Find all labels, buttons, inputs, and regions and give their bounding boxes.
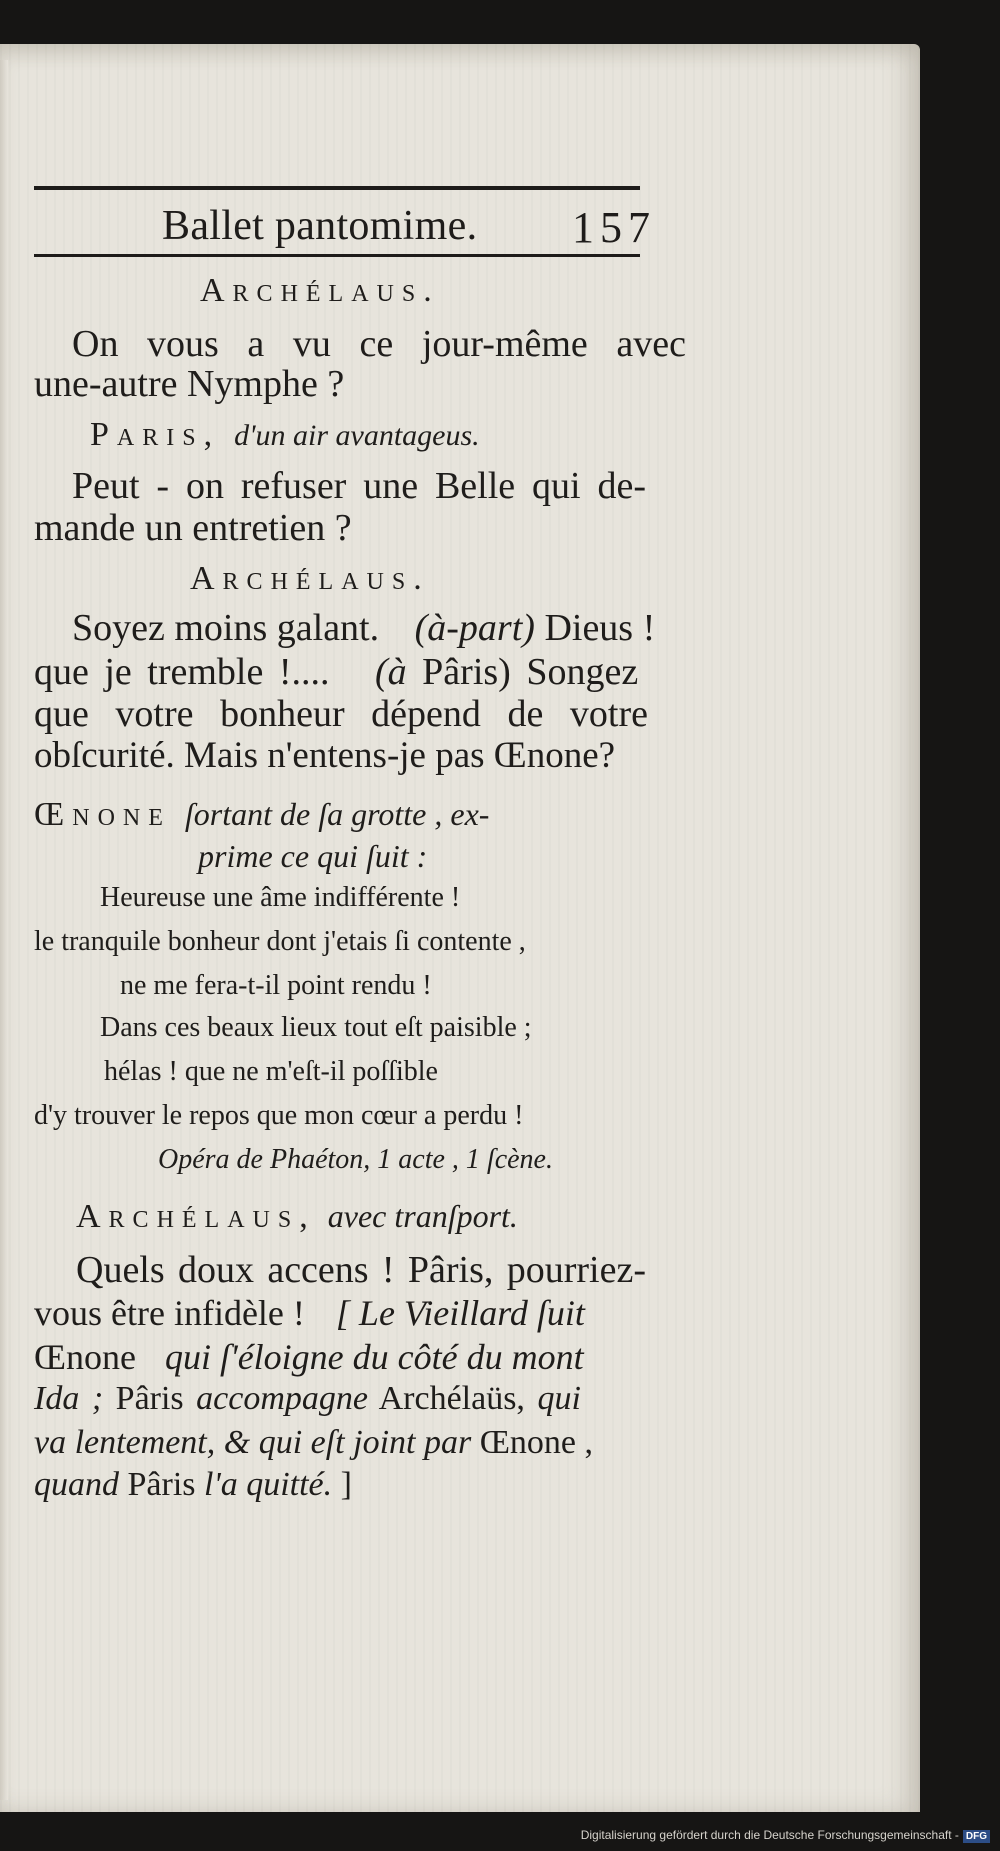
speaker-name: Archélaus, xyxy=(76,1198,316,1235)
stage-direction: va lentement, & qui eſt joint par xyxy=(34,1424,472,1461)
speech-text: que je tremble !.... xyxy=(34,651,330,693)
dfg-logo: DFG xyxy=(963,1830,990,1843)
stage-direction: ſortant de ſa grotte , ex- xyxy=(184,796,490,832)
page-edge xyxy=(0,60,8,1800)
speech-text: ] xyxy=(340,1466,352,1503)
speech-line xyxy=(34,1424,593,1462)
speaker-name: Paris, xyxy=(90,416,221,453)
credit-text: Digitalisierung gefördert durch die Deutsche Forschungsgemeinschaft - xyxy=(580,1828,959,1842)
speech-line: une-autre Nymphe ? xyxy=(34,363,345,405)
speaker-heading xyxy=(76,1198,518,1236)
speech-line: que votre bonheur dépend de votre xyxy=(34,693,648,735)
running-title: Ballet pantomime. xyxy=(162,203,478,249)
stage-direction: Ida ; xyxy=(34,1380,104,1417)
speech-text: Œnone xyxy=(34,1337,136,1377)
speech-text: Pâris xyxy=(115,1380,184,1417)
speech-line: obſcurité. Mais n'entens-je pas Œnone? xyxy=(34,735,616,776)
stage-direction: qui ſ'éloigne du côté du mont xyxy=(165,1337,584,1377)
stage-direction: prime ce qui ſuit : xyxy=(198,838,428,874)
speaker-heading: Archélaus. xyxy=(190,560,430,597)
speech-line: mande un entretien ? xyxy=(34,507,352,549)
verse-line: d'y trouver le repos que mon cœur a perdu ! xyxy=(34,1100,524,1131)
speech-text: vous être infidèle ! xyxy=(34,1293,305,1333)
stage-direction: quand xyxy=(34,1466,119,1503)
verse-line: Heureuse une âme indifférente ! xyxy=(100,882,461,913)
stage-direction: (à xyxy=(375,651,407,693)
stage-direction: avec tranſport. xyxy=(327,1198,518,1234)
speech-line: On vous a vu ce jour-même avec xyxy=(72,323,686,365)
verse-line: le tranquile bonheur dont j'etais ſi contente , xyxy=(34,926,526,957)
stage-direction: (à-part) xyxy=(414,607,535,649)
speech-text: Pâris xyxy=(127,1466,196,1503)
speech-text: Dieus ! xyxy=(544,607,656,649)
speech-text: Archélaüs, xyxy=(378,1380,525,1417)
stage-direction: accompagne xyxy=(196,1380,368,1417)
verse-line: Dans ces beaux lieux tout eſt paisible ; xyxy=(100,1012,532,1043)
stage-direction: [ Le Vieillard ſuit xyxy=(335,1293,585,1333)
verse-line: hélas ! que ne m'eſt-il poſſible xyxy=(104,1056,438,1087)
stage-direction: qui xyxy=(537,1380,581,1417)
speaker-heading xyxy=(34,796,489,834)
speech-line: Quels doux accens ! Pâris, pourriez- xyxy=(76,1249,646,1291)
speech-text: Œnone , xyxy=(479,1424,594,1461)
speaker-name: Œnone xyxy=(34,796,171,833)
page-number: 157 xyxy=(572,203,656,252)
header-rule-bottom xyxy=(34,254,640,257)
speaker-heading xyxy=(90,416,480,454)
digitization-credit xyxy=(581,1828,990,1843)
speech-line xyxy=(34,1336,584,1378)
speech-line: Peut - on refuser une Belle qui de- xyxy=(72,465,646,507)
header-rule-top xyxy=(34,186,640,190)
stage-direction: l'a quitté. xyxy=(204,1466,333,1503)
speech-line xyxy=(34,650,638,694)
stage-direction: d'un air avantageus. xyxy=(234,419,480,452)
speech-line xyxy=(34,1380,581,1418)
verse-line: ne me fera-t-il point rendu ! xyxy=(120,970,432,1001)
speech-line xyxy=(72,606,655,650)
speaker-heading: Archélaus. xyxy=(200,272,440,309)
speech-line xyxy=(34,1292,585,1334)
citation: Opéra de Phaéton, 1 acte , 1 ſcène. xyxy=(158,1144,553,1175)
speech-text: Soyez moins galant. xyxy=(72,607,380,649)
speech-text: Pâris) Songez xyxy=(422,651,639,693)
speech-line xyxy=(34,1466,352,1504)
